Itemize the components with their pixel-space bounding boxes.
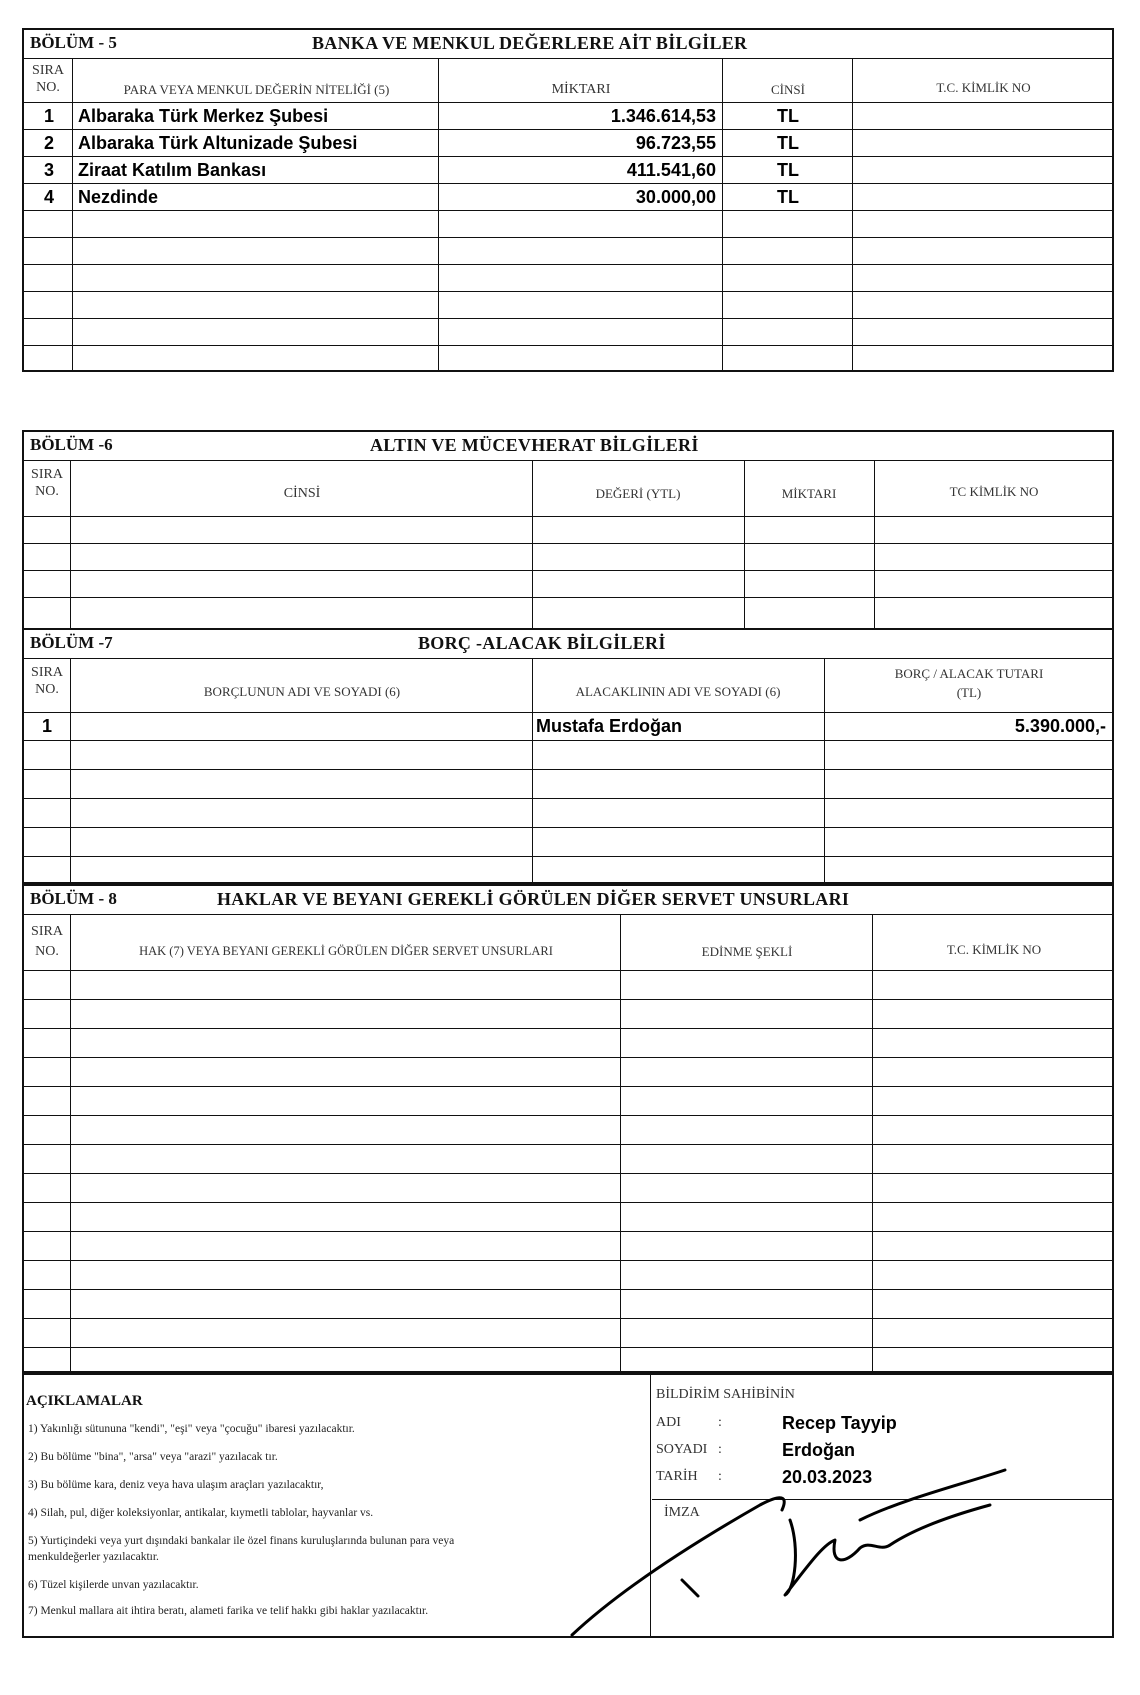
soyadi-colon: : xyxy=(718,1442,722,1457)
tarih-colon: : xyxy=(718,1469,722,1484)
note-7: 7) Menkul mallara ait ihtira beratı, alameti farika ve telif hakkı gibi haklar yazılacaktır. xyxy=(28,1605,429,1617)
col-cinsi: CİNSİ xyxy=(283,486,321,501)
footer-box xyxy=(22,1373,1114,1638)
row-cinsi: TL xyxy=(777,133,799,153)
declarant-panel xyxy=(652,1375,1112,1500)
row-no: 2 xyxy=(44,133,55,153)
row-no: 3 xyxy=(44,160,55,180)
col-cinsi: CİNSİ xyxy=(771,82,805,97)
col-tc: T.C. KİMLİK NO xyxy=(936,80,1031,95)
col-sira: SIRA NO. xyxy=(31,924,63,959)
section-6-number: BÖLÜM -6 xyxy=(30,435,113,454)
declarant-heading: BİLDİRİM SAHİBİNİN xyxy=(656,1387,795,1402)
col-alacakli: ALACAKLININ ADI VE SOYADI (6) xyxy=(575,684,781,699)
declarant-tarih: 20.03.2023 xyxy=(782,1467,873,1487)
col-miktar: MİKTARI xyxy=(551,82,611,97)
tarih-label: TARİH xyxy=(656,1469,698,1484)
section-6-gold-jewelry xyxy=(22,430,1114,630)
imza-label: İMZA xyxy=(664,1505,700,1520)
section-7-header xyxy=(24,630,1112,659)
row-cinsi: TL xyxy=(777,160,799,180)
note-6: 6) Tüzel kişilerde unvan yazılacaktır. xyxy=(28,1579,199,1591)
row-no: 1 xyxy=(44,106,55,126)
note-5: 5) Yurtiçindeki veya yurt dışındaki bankalar ile özel finans kuruluşlarında bulunan para veya xyxy=(28,1535,455,1547)
row-miktar: 30.000,00 xyxy=(635,187,716,207)
row-miktar: 96.723,55 xyxy=(635,133,716,153)
row-cinsi: TL xyxy=(777,187,799,207)
note-4: 4) Silah, pul, diğer koleksiyonlar, antikalar, kıymetli tablolar, hayvanlar vs. xyxy=(28,1507,374,1519)
note-1: 1) Yakınlığı sütununa "kendi", "eşi" veya "çocuğu" ibaresi yazılacaktır. xyxy=(28,1423,355,1435)
section-6-header xyxy=(24,432,1112,461)
note-5-cont: menkuldeğerler yazılacaktır. xyxy=(28,1551,159,1563)
section-7-title: BORÇ -ALACAK BİLGİLERİ xyxy=(418,633,666,653)
row-nitelik: Albaraka Türk Merkez Şubesi xyxy=(78,106,329,126)
col-hak: HAK (7) VEYA BEYANI GEREKLİ GÖRÜLEN DİĞER SERVET UNSURLARI xyxy=(139,944,553,958)
section-5-bank-securities xyxy=(22,28,1114,372)
section-7-number: BÖLÜM -7 xyxy=(30,633,113,652)
note-2: 2) Bu bölüme "bina", "arsa" veya "arazi" yazılacak tır. xyxy=(28,1451,278,1463)
col-sira: SIRA NO. xyxy=(31,467,63,499)
notes-title: AÇIKLAMALAR xyxy=(26,1393,143,1409)
col-sira: SIRA NO. xyxy=(31,665,63,697)
col-tc: T.C. KİMLİK NO xyxy=(946,942,1042,957)
row-no: 4 xyxy=(44,187,55,207)
note-3: 3) Bu bölüme kara, deniz veya hava ulaşım araçları yazılacaktır, xyxy=(28,1479,324,1491)
col-miktar: MİKTARI xyxy=(781,486,837,501)
row-nitelik: Ziraat Katılım Bankası xyxy=(78,160,267,180)
section-5-title: BANKA VE MENKUL DEĞERLERE AİT BİLGİLER xyxy=(312,33,748,53)
adi-label: ADI xyxy=(656,1415,681,1430)
section-8-title: HAKLAR VE BEYANI GEREKLİ GÖRÜLEN DİĞER SERVET UNSURLARI xyxy=(217,889,850,909)
col-sira: SIRA NO. xyxy=(32,63,64,95)
section-8-rights-other-assets xyxy=(22,884,1114,1373)
row-miktar: 411.541,60 xyxy=(626,160,716,180)
declarant-adi: Recep Tayyip xyxy=(782,1413,897,1433)
row-nitelik: Albaraka Türk Altunizade Şubesi xyxy=(78,133,358,153)
row-cinsi: TL xyxy=(777,106,799,126)
row-miktar: 1.346.614,53 xyxy=(610,106,716,126)
col-edinme: EDİNME ŞEKLİ xyxy=(701,944,793,959)
row-no: 1 xyxy=(42,716,53,736)
col-tc: TC KİMLİK NO xyxy=(949,484,1039,499)
row-nitelik: Nezdinde xyxy=(78,187,159,207)
section-8-number: BÖLÜM - 8 xyxy=(30,889,117,908)
section-5-number: BÖLÜM - 5 xyxy=(30,33,117,52)
notes-panel xyxy=(24,1375,650,1636)
col-borclu: BORÇLUNUN ADI VE SOYADI (6) xyxy=(203,684,401,699)
section-6-title: ALTIN VE MÜCEVHERAT BİLGİLERİ xyxy=(370,435,699,455)
row-tutar: 5.390.000,- xyxy=(1014,716,1106,736)
col-nitelik: PARA VEYA MENKUL DEĞERİN NİTELİĞİ (5) xyxy=(123,82,390,97)
col-tutar: BORÇ / ALACAK TUTARI (TL) xyxy=(894,666,1044,700)
col-degeri: DEĞERİ (YTL) xyxy=(595,486,681,501)
declarant-soyadi: Erdoğan xyxy=(782,1440,856,1460)
section-8-header xyxy=(24,886,1112,915)
row-alacakli: Mustafa Erdoğan xyxy=(536,716,683,736)
section-7-debt-receivable xyxy=(22,628,1114,884)
section-5-header xyxy=(24,30,1112,59)
soyadi-label: SOYADI xyxy=(656,1442,708,1457)
adi-colon: : xyxy=(718,1415,722,1430)
